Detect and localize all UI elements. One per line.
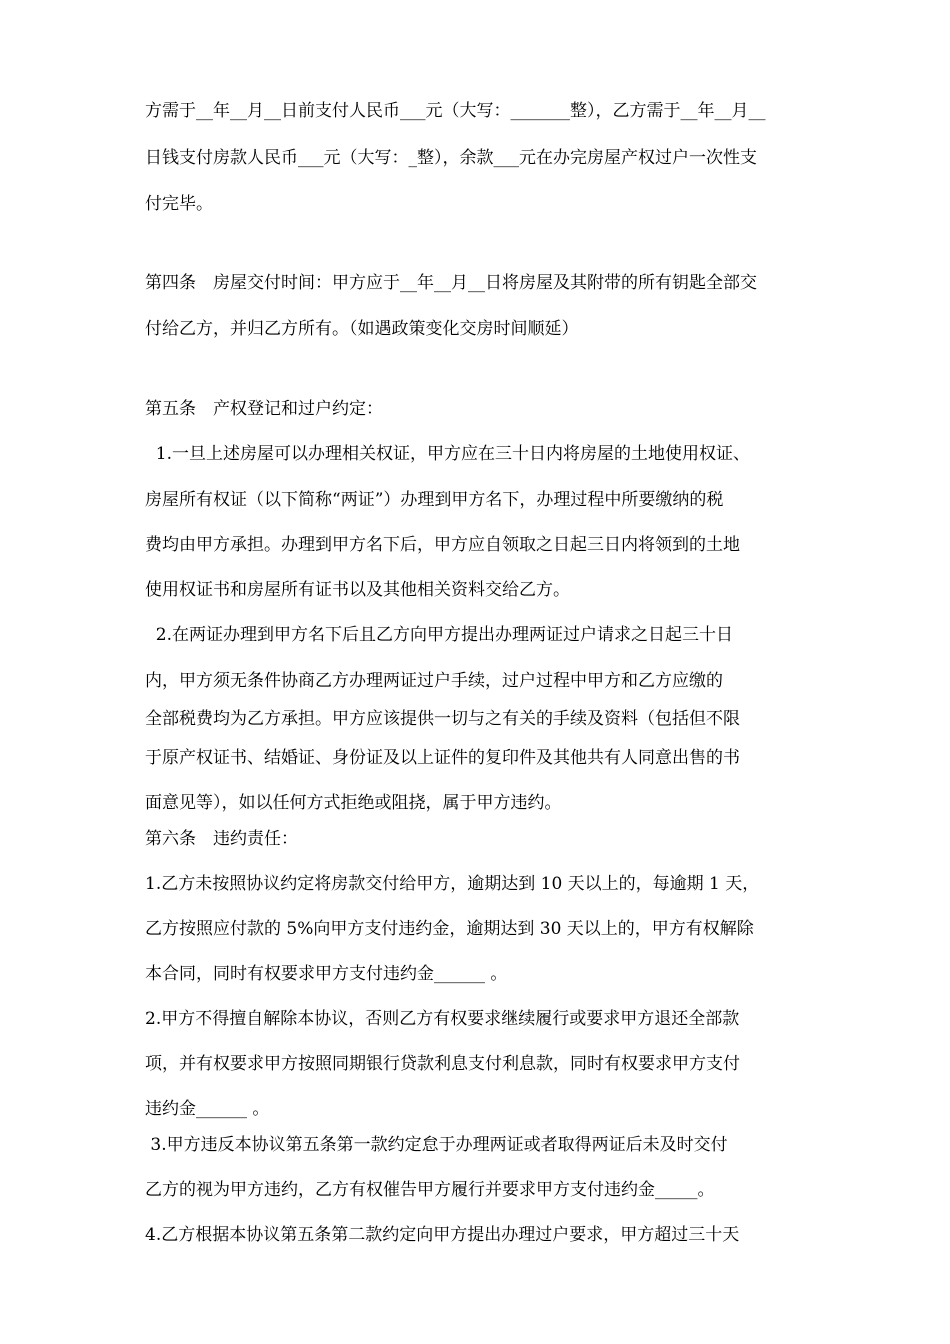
text-line: 付完毕。 <box>145 194 213 214</box>
text-line: 乙方的视为甲方违约，乙方有权催告甲方履行并要求甲方支付违约金_____。 <box>145 1180 715 1200</box>
text-line: 本合同，同时有权要求甲方支付违约金______ 。 <box>145 964 508 984</box>
text-line: 全部税费均为乙方承担。甲方应该提供一切与之有关的手续及资料（包括但不限 <box>145 709 740 729</box>
article-4-line: 第四条 房屋交付时间：甲方应于__年__月__日将房屋及其附带的所有钥匙全部交 <box>145 273 757 293</box>
text-line: 于原产权证书、结婚证、身份证及以上证件的复印件及其他共有人同意出售的书 <box>145 748 740 768</box>
text-line: 付给乙方，并归乙方所有。（如遇政策变化交房时间顺延） <box>145 319 579 339</box>
text-line: 日钱支付房款人民币___元（大写：_整），余款___元在办完房屋产权过户一次性支 <box>145 148 757 168</box>
text-line: 3.甲方违反本协议第五条第一款约定怠于办理两证或者取得两证后未及时交付 <box>145 1135 728 1155</box>
article-6-heading: 第六条 违约责任： <box>145 829 298 849</box>
text-line: 2.在两证办理到甲方名下后且乙方向甲方提出办理两证过户请求之日起三十日 <box>145 625 734 645</box>
text-line: 方需于__年__月__日前支付人民币___元（大写：_______整），乙方需于__年__月__ <box>145 101 766 121</box>
text-line: 使用权证书和房屋所有证书以及其他相关资料交给乙方。 <box>145 580 570 600</box>
text-line: 项，并有权要求甲方按照同期银行贷款利息支付利息款，同时有权要求甲方支付 <box>145 1054 740 1074</box>
article-5-heading: 第五条 产权登记和过户约定： <box>145 399 383 419</box>
text-line: 内，甲方须无条件协商乙方办理两证过户手续，过户过程中甲方和乙方应缴的 <box>145 671 723 691</box>
text-line: 费均由甲方承担。办理到甲方名下后，甲方应自领取之日起三日内将领到的土地 <box>145 535 740 555</box>
text-line: 1.一旦上述房屋可以办理相关权证，甲方应在三十日内将房屋的土地使用权证、 <box>145 444 751 464</box>
text-line: 4.乙方根据本协议第五条第二款约定向甲方提出办理过户要求，甲方超过三十天 <box>145 1225 740 1245</box>
text-line: 违约金______ 。 <box>145 1099 270 1119</box>
text-line: 1.乙方未按照协议约定将房款交付给甲方，逾期达到 10 天以上的，每逾期 1 天， <box>145 874 760 894</box>
text-line: 面意见等），如以任何方式拒绝或阻挠，属于甲方违约。 <box>145 793 562 813</box>
text-line: 2.甲方不得擅自解除本协议，否则乙方有权要求继续履行或要求甲方退还全部款 <box>145 1009 740 1029</box>
text-line: 房屋所有权证（以下简称“两证”）办理到甲方名下，办理过程中所要缴纳的税 <box>145 490 724 510</box>
text-line: 乙方按照应付款的 5%向甲方支付违约金，逾期达到 30 天以上的，甲方有权解除 <box>145 919 754 939</box>
